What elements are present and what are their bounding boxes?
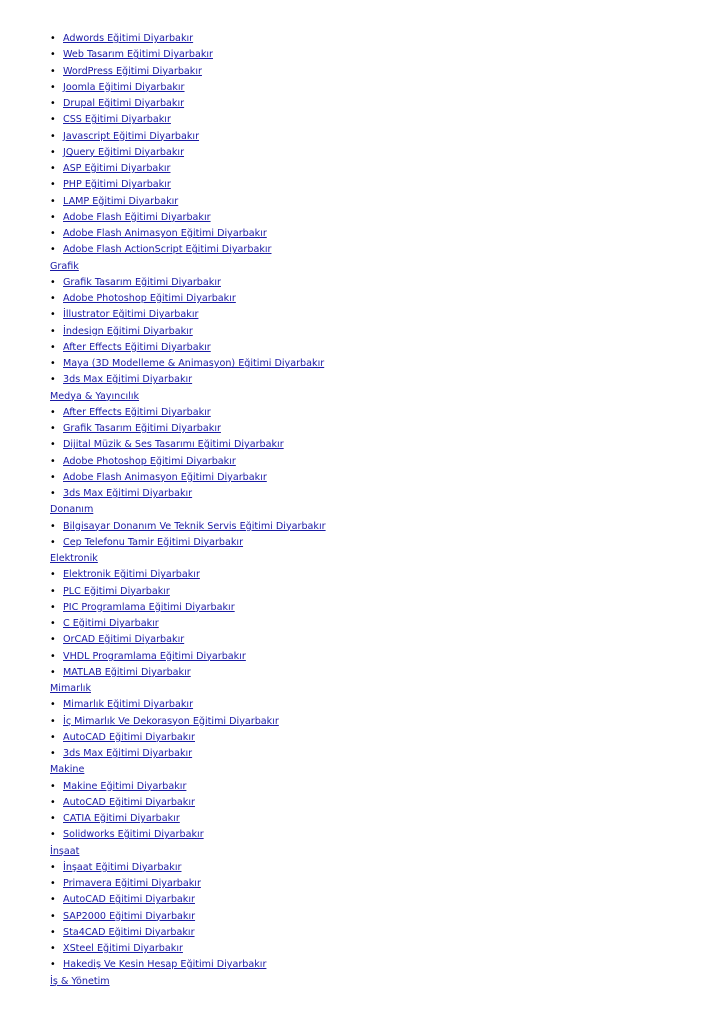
bullet-icon: • (50, 374, 56, 386)
course-list-item (50, 177, 690, 193)
bullet-icon: • (50, 406, 56, 418)
course-link[interactable]: VHDL Programlama Eğitimi Diyarbakır (63, 650, 246, 662)
category-heading (50, 974, 690, 990)
bullet-icon: • (50, 439, 56, 451)
course-link[interactable]: Maya (3D Modelleme & Animasyon) Eğitimi Diyarbakır (63, 358, 325, 369)
course-link[interactable]: Dijital Müzik & Ses Tasarımı Eğitimi Diyarbakır (63, 439, 284, 451)
course-link[interactable]: After Effects Eğitimi Diyarbakır (63, 406, 211, 418)
bullet-icon: • (50, 33, 56, 44)
bullet-icon: • (50, 894, 56, 906)
bullet-icon: • (50, 358, 56, 369)
course-link[interactable]: CSS Eğitimi Diyarbakır (63, 114, 171, 126)
course-list-item (50, 665, 690, 681)
course-link[interactable]: Adobe Flash Animasyon Eğitimi Diyarbakır (63, 228, 267, 239)
bullet-icon: • (50, 601, 56, 613)
course-link[interactable]: ASP Eğitimi Diyarbakır (63, 163, 171, 174)
course-link[interactable]: Drupal Eğitimi Diyarbakır (63, 98, 185, 109)
bullet-icon: • (50, 423, 56, 434)
course-list-item (50, 892, 690, 908)
course-list-item (50, 340, 690, 356)
course-list-item (50, 616, 690, 632)
course-link[interactable]: Elektronik Eğitimi Diyarbakır (63, 569, 200, 581)
bullet-icon: • (50, 195, 56, 207)
course-list-item (50, 161, 690, 177)
course-list-item (50, 64, 690, 80)
course-link[interactable]: After Effects Eğitimi Diyarbakır (63, 341, 211, 353)
category-link[interactable]: Medya & Yayıncılık (50, 390, 140, 402)
course-list-item (50, 194, 690, 210)
category-link[interactable]: Elektronik (50, 553, 98, 564)
course-link[interactable]: Primavera Eğitimi Diyarbakır (63, 878, 201, 889)
course-link[interactable]: İç Mimarlık Ve Dekorasyon Eğitimi Diyarbakır (63, 715, 279, 727)
course-list-item (50, 941, 690, 957)
bullet-icon: • (50, 878, 56, 889)
course-link[interactable]: İndesign Eğitimi Diyarbakır (63, 325, 193, 337)
course-link[interactable]: LAMP Eğitimi Diyarbakır (63, 195, 179, 207)
course-list-item (50, 226, 690, 242)
bullet-icon: • (50, 471, 56, 483)
course-link[interactable]: Cep Telefonu Tamir Eğitimi Diyarbakır (63, 536, 244, 548)
bullet-icon: • (50, 943, 56, 954)
course-link[interactable]: Sta4CAD Eğitimi Diyarbakır (63, 926, 195, 938)
course-link[interactable]: SAP2000 Eğitimi Diyarbakır (63, 910, 196, 922)
course-link[interactable]: PLC Eğitimi Diyarbakır (63, 585, 170, 597)
course-link[interactable]: XSteel Eğitimi Diyarbakır (63, 943, 183, 954)
course-list-item (50, 714, 690, 730)
bullet-icon: • (50, 179, 56, 191)
course-list-item (50, 145, 690, 161)
bullet-icon: • (50, 569, 56, 581)
bullet-icon: • (50, 114, 56, 126)
course-list-item (50, 421, 690, 437)
bullet-icon: • (50, 959, 56, 971)
bullet-icon: • (50, 146, 56, 158)
course-list-item (50, 307, 690, 323)
course-link[interactable]: Javascript Eğitimi Diyarbakır (63, 130, 200, 142)
bullet-icon: • (50, 829, 56, 841)
bullet-icon: • (50, 488, 56, 499)
bullet-icon: • (50, 130, 56, 142)
course-list-item (50, 909, 690, 925)
course-link[interactable]: Bilgisayar Donanım Ve Teknik Servis Eğitimi Diyarbakır (63, 520, 326, 532)
course-link[interactable]: Makine Eğitimi Diyarbakır (63, 780, 187, 792)
bullet-icon: • (50, 780, 56, 792)
category-heading (50, 844, 690, 860)
course-link[interactable]: Joomla Eğitimi Diyarbakır (63, 81, 185, 93)
bullet-icon: • (50, 813, 56, 824)
course-list-item (50, 356, 690, 372)
course-link[interactable]: 3ds Max Eğitimi Diyarbakır (63, 748, 193, 759)
course-list-item (50, 437, 690, 453)
course-link[interactable]: JQuery Eğitimi Diyarbakır (63, 146, 185, 158)
course-list-item (50, 47, 690, 63)
category-link[interactable]: Makine (50, 764, 85, 776)
course-list-item (50, 291, 690, 307)
course-link[interactable]: 3ds Max Eğitimi Diyarbakır (63, 374, 193, 386)
category-link[interactable]: İnşaat (50, 845, 80, 857)
course-link[interactable]: MATLAB Eğitimi Diyarbakır (63, 666, 191, 678)
bullet-icon: • (50, 228, 56, 239)
course-link[interactable]: Adobe Photoshop Eğitimi Diyarbakır (63, 293, 236, 304)
bullet-icon: • (50, 861, 56, 873)
bullet-icon: • (50, 926, 56, 938)
bullet-icon: • (50, 910, 56, 922)
course-list-item (50, 567, 690, 583)
course-link[interactable]: AutoCAD Eğitimi Diyarbakır (63, 731, 195, 743)
course-list-item (50, 324, 690, 340)
bullet-icon: • (50, 81, 56, 93)
course-link[interactable]: PHP Eğitimi Diyarbakır (63, 179, 171, 191)
course-list-item (50, 795, 690, 811)
bullet-icon: • (50, 731, 56, 743)
category-heading (50, 551, 690, 567)
course-link[interactable]: İllustrator Eğitimi Diyarbakır (63, 309, 199, 321)
course-list-item (50, 876, 690, 892)
bullet-icon: • (50, 455, 56, 467)
course-list-item (50, 746, 690, 762)
course-list-item (50, 454, 690, 470)
course-link[interactable]: Adwords Eğitimi Diyarbakır (63, 33, 194, 44)
course-link[interactable]: Web Tasarım Eğitimi Diyarbakır (63, 49, 213, 61)
course-list-item (50, 112, 690, 128)
course-link[interactable]: 3ds Max Eğitimi Diyarbakır (63, 488, 193, 499)
bullet-icon: • (50, 163, 56, 174)
course-list-item (50, 827, 690, 843)
course-list-item (50, 405, 690, 421)
course-link[interactable]: Mimarlık Eğitimi Diyarbakır (63, 699, 194, 711)
course-link[interactable]: C Eğitimi Diyarbakır (63, 618, 159, 629)
category-link[interactable]: Donanım (50, 504, 94, 516)
bullet-icon: • (50, 650, 56, 662)
bullet-icon: • (50, 715, 56, 727)
category-link[interactable]: Mimarlık (50, 683, 91, 694)
course-link[interactable]: Hakediş Ve Kesin Hesap Eğitimi Diyarbakır (63, 959, 267, 971)
bullet-icon: • (50, 325, 56, 337)
course-list-item (50, 535, 690, 551)
course-list-item (50, 957, 690, 973)
bullet-icon: • (50, 98, 56, 109)
course-link[interactable]: OrCAD Eğitimi Diyarbakır (63, 634, 185, 646)
bullet-icon: • (50, 65, 56, 77)
course-list-item (50, 860, 690, 876)
course-link[interactable]: AutoCAD Eğitimi Diyarbakır (63, 894, 195, 906)
bullet-icon: • (50, 309, 56, 321)
course-list-item (50, 519, 690, 535)
category-heading (50, 389, 690, 405)
course-list-item (50, 96, 690, 112)
course-link[interactable]: Adobe Flash Animasyon Eğitimi Diyarbakır (63, 471, 267, 483)
category-heading (50, 259, 690, 275)
course-list-item (50, 600, 690, 616)
course-link[interactable]: İnşaat Eğitimi Diyarbakır (63, 861, 182, 873)
category-heading (50, 681, 690, 697)
course-list-item (50, 925, 690, 941)
course-list-item (50, 632, 690, 648)
bullet-icon: • (50, 276, 56, 288)
course-list-item (50, 730, 690, 746)
bullet-icon: • (50, 634, 56, 646)
course-link[interactable]: Grafik Tasarım Eğitimi Diyarbakır (63, 423, 221, 434)
bullet-icon: • (50, 748, 56, 759)
course-list-item (50, 470, 690, 486)
bullet-icon: • (50, 536, 56, 548)
bullet-icon: • (50, 341, 56, 353)
course-list-item (50, 584, 690, 600)
bullet-icon: • (50, 585, 56, 597)
bullet-icon: • (50, 244, 56, 256)
bullet-icon: • (50, 699, 56, 711)
course-link[interactable]: Adobe Photoshop Eğitimi Diyarbakır (63, 455, 236, 467)
course-link[interactable]: Adobe Flash Eğitimi Diyarbakır (63, 211, 211, 223)
bullet-icon: • (50, 666, 56, 678)
course-list-item (50, 811, 690, 827)
course-list-item (50, 80, 690, 96)
bullet-icon: • (50, 49, 56, 61)
bullet-icon: • (50, 211, 56, 223)
bullet-icon: • (50, 520, 56, 532)
course-link[interactable]: CATIA Eğitimi Diyarbakır (63, 813, 180, 824)
course-link[interactable]: Solidworks Eğitimi Diyarbakır (63, 829, 204, 841)
course-list-item (50, 129, 690, 145)
course-link[interactable]: WordPress Eğitimi Diyarbakır (63, 65, 202, 77)
bullet-icon: • (50, 618, 56, 629)
category-link[interactable]: İş & Yönetim (50, 975, 110, 987)
course-list-item (50, 697, 690, 713)
course-link[interactable]: Grafik Tasarım Eğitimi Diyarbakır (63, 276, 221, 288)
course-list-item (50, 242, 690, 258)
course-list-item (50, 486, 690, 502)
category-heading (50, 762, 690, 778)
category-heading (50, 502, 690, 518)
course-list-item (50, 210, 690, 226)
course-list-item (50, 275, 690, 291)
course-list-item (50, 779, 690, 795)
course-list-item (50, 649, 690, 665)
course-link-list (50, 31, 690, 990)
course-link[interactable]: AutoCAD Eğitimi Diyarbakır (63, 796, 195, 808)
course-link[interactable]: Adobe Flash ActionScript Eğitimi Diyarbakır (63, 244, 272, 256)
course-link[interactable]: PIC Programlama Eğitimi Diyarbakır (63, 601, 235, 613)
category-link[interactable]: Grafik (50, 260, 79, 272)
course-list-item (50, 31, 690, 47)
bullet-icon: • (50, 796, 56, 808)
bullet-icon: • (50, 293, 56, 304)
course-list-item (50, 372, 690, 388)
